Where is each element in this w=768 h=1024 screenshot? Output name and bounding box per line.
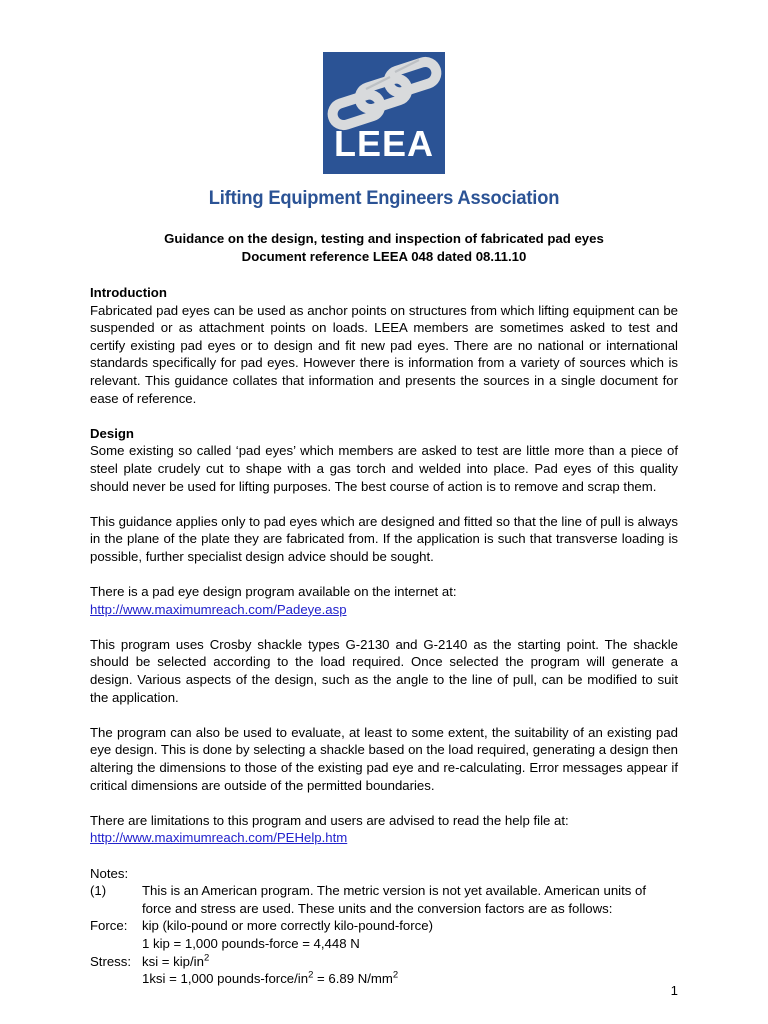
stress-conversion-part-b: = 6.89 N/mm: [313, 971, 393, 987]
paragraph-design-1: Some existing so called ‘pad eyes’ which members are asked to test are little more than a piece of steel plate crudely cut to shape with a gas torch and welded into place. Pad eyes of this quality should never be used for lifting purposes. The best course of action is to remove and scrap them.: [90, 443, 678, 494]
page-number: 1: [670, 983, 678, 998]
stress-conversion-part-a: 1ksi = 1,000 pounds-force/in: [142, 971, 309, 987]
note-item-1: [90, 882, 678, 917]
note-text: This is an American program. The metric version is not yet available. American units of force and stress are used. These units and the conversion factors are as follows:: [142, 883, 647, 916]
logo-wordmark: Lifting Equipment Engineers Association: [208, 187, 560, 209]
note-number: (1): [90, 883, 107, 899]
title-line-2: Document reference LEEA 048 dated 08.11.10: [241, 249, 527, 264]
force-conversion: 1 kip = 1,000 pounds-force = 4,448 N: [142, 935, 360, 951]
title-line-1: Guidance on the design, testing and inspection of fabricated pad eyes: [164, 231, 604, 246]
paragraph-design-4: This program uses Crosby shackle types G-2130 and G-2140 as the starting point. The shackle should be selected according to the load required. Once selected the program will generate a design. Various aspects of the design, such as the angle to the line of pull, can be modified to suit the application.: [90, 636, 678, 705]
unit-row-stress: [90, 953, 678, 971]
notes-label: Notes:: [90, 865, 129, 881]
link-padeye-program[interactable]: http://www.maximumreach.com/Padeye.asp: [90, 601, 347, 617]
heading-design: Design: [90, 425, 134, 441]
link-row-padeye: [90, 601, 678, 619]
stress-value: [142, 953, 678, 971]
page-title: [90, 230, 678, 266]
stress-value-text: ksi = kip/in: [142, 953, 204, 969]
spacer: [90, 706, 678, 724]
paragraph-design-5: The program can also be used to evaluate, at least to some extent, the suitability of an existing pad eye design. This is done by selecting a shackle based on the load required, generating a design then altering the dimensions to those of the existing pad eye and re-calculating. Error messages appear if critical dimensions are outside of the permitted boundaries.: [90, 724, 678, 793]
force-label: Force:: [90, 918, 128, 934]
spacer: [90, 618, 678, 636]
spacer: [90, 566, 678, 584]
leea-logo-icon: [323, 52, 445, 174]
svg-text:LEEA: LEEA: [333, 123, 435, 164]
stress-conversion-superscript-1: 2: [308, 969, 314, 981]
stress-conversion-superscript-2: 2: [392, 969, 399, 981]
spacer: [90, 407, 678, 425]
document-body: [90, 284, 678, 988]
stress-value-superscript: 2: [203, 952, 210, 964]
spacer: [90, 847, 678, 865]
stress-label: Stress:: [90, 953, 132, 969]
force-value: kip (kilo-pound or more correctly kilo-pound-force): [142, 918, 433, 934]
unit-row-force: [90, 917, 678, 935]
paragraph-introduction: Fabricated pad eyes can be used as anchor points on structures from which lifting equipment can be suspended or as attachment points on loads. LEEA members are sometimes asked to test and certify existing pad eyes or to design and fit new pad eyes. There are no national or international standards specifically for pad eyes. However there is information from a variety of sources which is relevant. This guidance collates that information and presents the sources in a single document for ease of reference.: [90, 302, 678, 406]
heading-introduction: Introduction: [90, 285, 167, 300]
logo-block: [90, 0, 678, 210]
spacer: [90, 794, 678, 812]
paragraph-design-2: This guidance applies only to pad eyes which are designed and fitted so that the line of pull is always in the plane of the plate they are fabricated from. If the application is such that transverse loading is possible, further specialist design advice should be sought.: [90, 513, 678, 564]
link-pehelp-file[interactable]: http://www.maximumreach.com/PEHelp.htm: [90, 830, 348, 846]
stress-conversion: [142, 970, 678, 988]
link-row-pehelp: [90, 829, 678, 847]
paragraph-design-6: There are limitations to this program and users are advised to read the help file at:: [90, 812, 569, 828]
paragraph-design-3: There is a pad eye design program available on the internet at:: [90, 584, 457, 600]
spacer: [90, 495, 678, 513]
